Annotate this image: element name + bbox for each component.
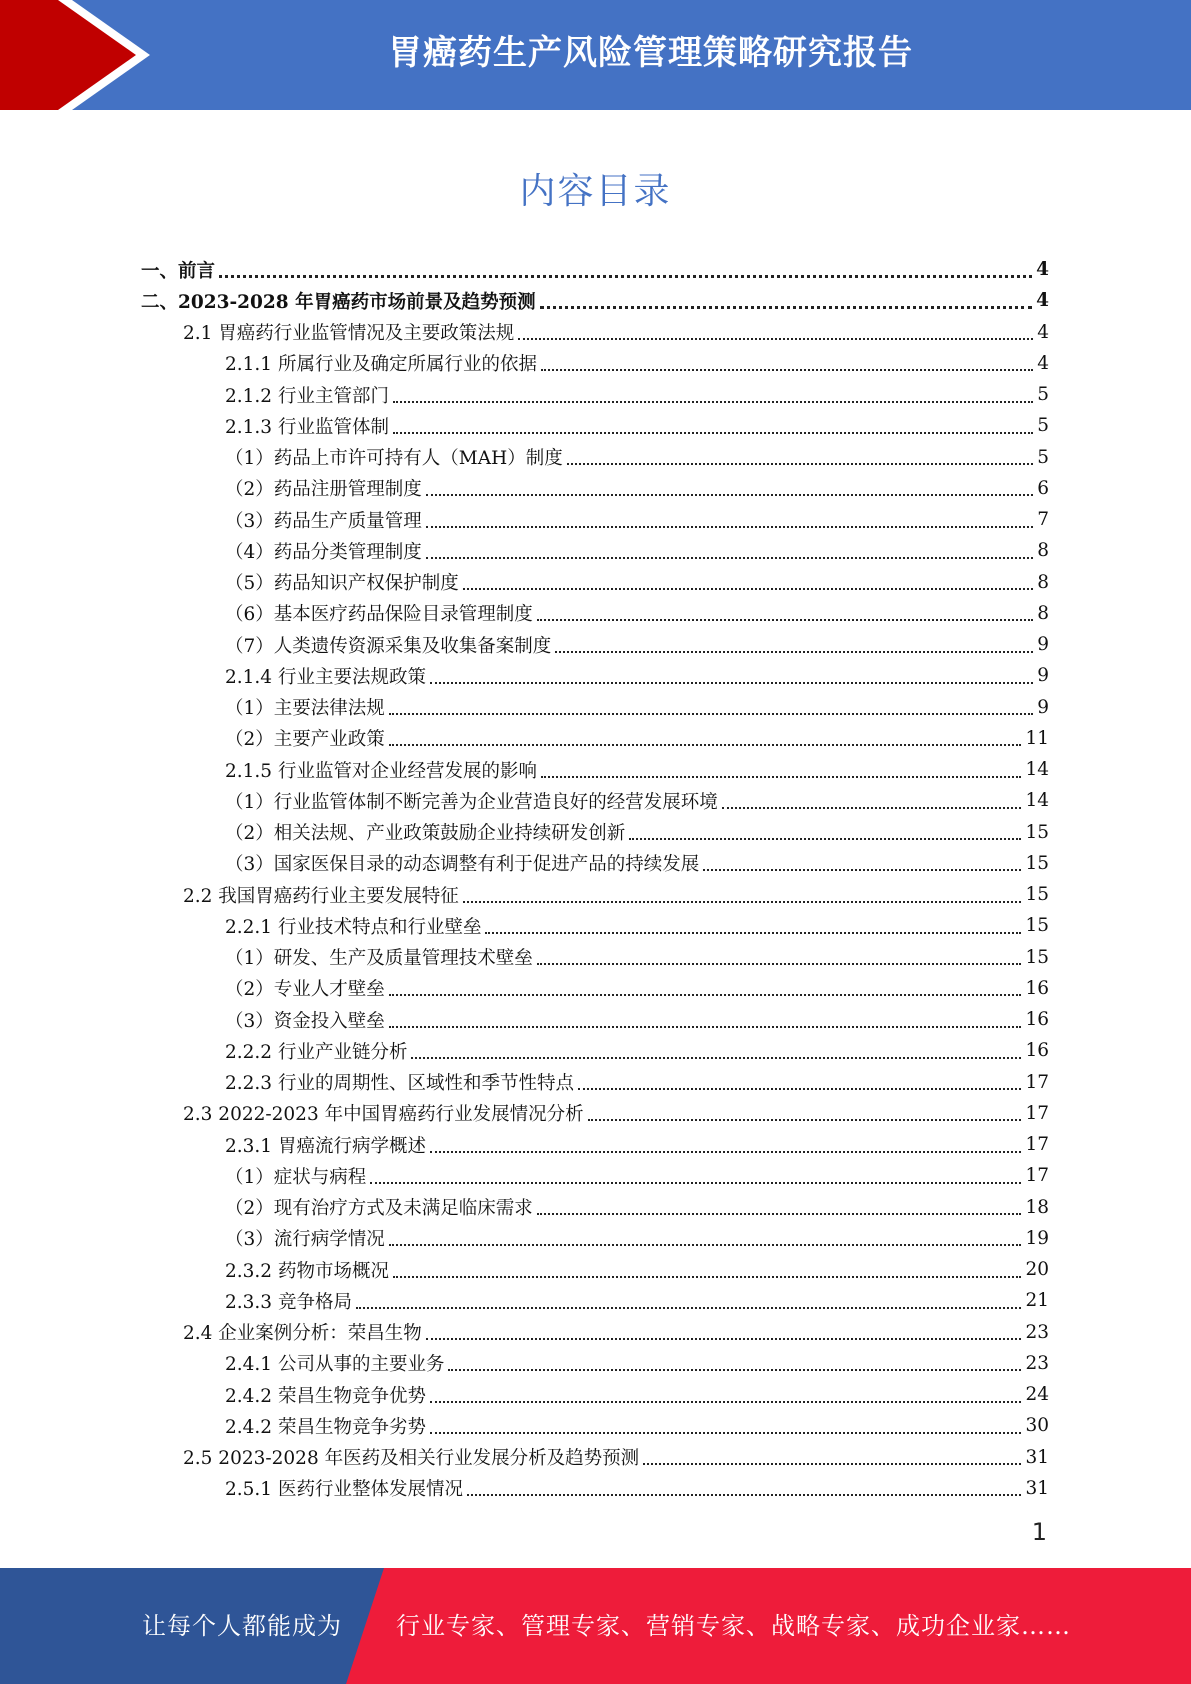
report-title: 胃癌药生产风险管理策略研究报告: [388, 33, 913, 73]
toc-entry-label: （1）行业监管体制不断完善为企业营造良好的经营发展环境: [225, 791, 718, 813]
toc-dot-leader: [393, 432, 1033, 434]
toc-entry[interactable]: [141, 754, 1049, 785]
toc-dot-leader: [426, 557, 1033, 559]
toc-entry[interactable]: [141, 1067, 1049, 1098]
toc-entry-label: （2）药品注册管理制度: [225, 479, 422, 501]
toc-dot-leader: [219, 275, 1032, 278]
toc-entry-label: （3）药品生产质量管理: [225, 510, 422, 532]
toc-entry-label: 2.2.2 行业产业链分析: [225, 1041, 408, 1063]
toc-dot-leader: [722, 807, 1022, 809]
toc-entry-page: 16: [1025, 1009, 1049, 1031]
toc-entry-page: 21: [1025, 1290, 1049, 1312]
toc-entry-page: 9: [1037, 665, 1049, 687]
toc-entry-label: （1）主要法律法规: [225, 698, 385, 720]
toc-dot-leader: [356, 1307, 1022, 1309]
toc-entry-label: 二、2023-2028 年胃癌药市场前景及趋势预测: [141, 291, 536, 313]
toc-entry-label: （2）专业人才壁垒: [225, 979, 385, 1001]
toc-entry-page: 8: [1037, 540, 1049, 562]
toc-entry-page: 16: [1025, 977, 1049, 999]
toc-entry-label: 2.3.3 竞争格局: [225, 1291, 352, 1313]
toc-heading: 内容目录: [519, 171, 672, 212]
toc-entry-label: （1）研发、生产及质量管理技术壁垒: [225, 948, 533, 970]
toc-entry[interactable]: [141, 1192, 1049, 1223]
toc-dot-leader: [389, 994, 1022, 996]
toc-entry[interactable]: [141, 692, 1049, 723]
toc-entry-page: 5: [1037, 415, 1049, 437]
toc-entry-page: 30: [1025, 1415, 1049, 1437]
toc-dot-leader: [426, 1338, 1022, 1340]
toc-entry-label: （5）药品知识产权保护制度: [225, 573, 459, 595]
toc-entry[interactable]: [141, 1129, 1049, 1160]
toc-entry[interactable]: [141, 598, 1049, 629]
toc-entry-page: 4: [1036, 259, 1049, 281]
toc-entry-label: 2.4.1 公司从事的主要业务: [225, 1354, 445, 1376]
toc-entry[interactable]: [141, 660, 1049, 691]
toc-entry-label: （7）人类遗传资源采集及收集备案制度: [225, 635, 552, 657]
toc-entry-page: 17: [1025, 1165, 1049, 1187]
toc-dot-leader: [541, 776, 1021, 778]
toc-entry[interactable]: [141, 1410, 1049, 1441]
toc-dot-leader: [393, 1276, 1021, 1278]
toc-dot-leader: [370, 1182, 1021, 1184]
toc-entry-page: 17: [1025, 1102, 1049, 1124]
toc-entry-page: 9: [1037, 696, 1049, 718]
toc-entry[interactable]: [141, 817, 1049, 848]
toc-entry[interactable]: [141, 535, 1049, 566]
toc-entry-label: 2.5 2023-2028 年医药及相关行业发展分析及趋势预测: [183, 1448, 640, 1470]
footer-slogan-left: 让每个人都能成为: [142, 1612, 342, 1640]
toc-dot-leader: [541, 369, 1033, 371]
toc-entry[interactable]: [141, 473, 1049, 504]
toc-entry[interactable]: [141, 1473, 1049, 1504]
toc-entry[interactable]: [141, 410, 1049, 441]
toc-entry-page: 20: [1025, 1259, 1049, 1281]
toc-entry[interactable]: [141, 848, 1049, 879]
toc-dot-leader: [629, 838, 1021, 840]
toc-entry[interactable]: [141, 1004, 1049, 1035]
toc-entry-page: 8: [1037, 602, 1049, 624]
toc-dot-leader: [430, 1432, 1021, 1434]
toc-dot-leader: [426, 494, 1033, 496]
table-of-contents: [141, 254, 1049, 1504]
toc-entry-page: 15: [1025, 946, 1049, 968]
footer-slogan-right: 行业专家、管理专家、营销专家、战略专家、成功企业家……: [396, 1612, 1071, 1640]
header-chevron-icon: [0, 0, 160, 110]
toc-entry-page: 15: [1025, 821, 1049, 843]
toc-entry-label: 2.3 2022-2023 年中国胃癌药行业发展情况分析: [183, 1104, 584, 1126]
toc-dot-leader: [485, 932, 1021, 934]
toc-entry-label: 2.2.3 行业的周期性、区域性和季节性特点: [225, 1073, 574, 1095]
toc-entry-label: （2）相关法规、产业政策鼓励企业持续研发创新: [225, 823, 626, 845]
toc-entry-page: 5: [1037, 384, 1049, 406]
toc-entry-label: （1）药品上市许可持有人（MAH）制度: [225, 448, 563, 470]
toc-entry[interactable]: [141, 785, 1049, 816]
toc-dot-leader: [555, 651, 1033, 653]
toc-entry-page: 18: [1025, 1196, 1049, 1218]
toc-entry[interactable]: [141, 942, 1049, 973]
toc-entry-page: 6: [1037, 477, 1049, 499]
toc-entry-page: 14: [1025, 790, 1049, 812]
toc-entry-page: 8: [1037, 571, 1049, 593]
toc-entry-page: 15: [1025, 915, 1049, 937]
toc-entry-page: 31: [1025, 1446, 1049, 1468]
toc-entry-label: 2.3.1 胃癌流行病学概述: [225, 1135, 426, 1157]
toc-dot-leader: [703, 869, 1021, 871]
toc-dot-leader: [430, 682, 1033, 684]
toc-entry[interactable]: [141, 504, 1049, 535]
toc-dot-leader: [463, 588, 1033, 590]
toc-entry[interactable]: [141, 1379, 1049, 1410]
toc-entry-label: （3）流行病学情况: [225, 1229, 385, 1251]
toc-entry-label: 2.3.2 药物市场概况: [225, 1260, 389, 1282]
toc-entry[interactable]: [141, 723, 1049, 754]
toc-entry[interactable]: [141, 254, 1049, 285]
toc-entry-page: 4: [1036, 290, 1049, 312]
toc-entry-label: 2.4 企业案例分析：荣昌生物: [183, 1323, 422, 1345]
toc-dot-leader: [393, 401, 1033, 403]
toc-entry-label: 2.2 我国胃癌药行业主要发展特征: [183, 885, 459, 907]
toc-dot-leader: [426, 526, 1033, 528]
toc-entry-page: 4: [1037, 321, 1049, 343]
toc-entry-label: （6）基本医疗药品保险目录管理制度: [225, 604, 533, 626]
toc-entry-label: 2.1.2 行业主管部门: [225, 385, 389, 407]
toc-entry-label: 2.1.1 所属行业及确定所属行业的依据: [225, 354, 537, 376]
toc-dot-leader: [430, 1401, 1021, 1403]
toc-entry-page: 11: [1025, 727, 1049, 749]
toc-dot-leader: [467, 1494, 1021, 1496]
toc-dot-leader: [448, 1369, 1021, 1371]
toc-entry-label: （2）现有治疗方式及未满足临床需求: [225, 1198, 533, 1220]
toc-entry-label: （2）主要产业政策: [225, 729, 385, 751]
toc-entry-page: 7: [1037, 509, 1049, 531]
toc-entry-label: 2.5.1 医药行业整体发展情况: [225, 1479, 463, 1501]
toc-entry[interactable]: [141, 1317, 1049, 1348]
page-number: 1: [1031, 1518, 1047, 1546]
toc-entry[interactable]: [141, 879, 1049, 910]
toc-dot-leader: [389, 1026, 1022, 1028]
toc-entry-label: （1）症状与病程: [225, 1166, 367, 1188]
toc-dot-leader: [389, 1244, 1022, 1246]
toc-dot-leader: [643, 1463, 1021, 1465]
toc-entry-page: 24: [1025, 1384, 1049, 1406]
toc-entry[interactable]: [141, 1442, 1049, 1473]
toc-entry[interactable]: [141, 442, 1049, 473]
toc-entry[interactable]: [141, 1285, 1049, 1316]
toc-entry-page: 15: [1025, 852, 1049, 874]
toc-dot-leader: [537, 619, 1033, 621]
toc-dot-leader: [463, 901, 1022, 903]
toc-entry-page: 16: [1025, 1040, 1049, 1062]
toc-entry-label: 2.1.3 行业监管体制: [225, 416, 389, 438]
toc-entry-page: 19: [1025, 1227, 1049, 1249]
toc-entry[interactable]: [141, 629, 1049, 660]
toc-entry[interactable]: [141, 317, 1049, 348]
toc-dot-leader: [567, 463, 1034, 465]
toc-dot-leader: [389, 713, 1033, 715]
toc-entry[interactable]: [141, 348, 1049, 379]
footer-banner: [0, 1568, 1191, 1684]
toc-entry-label: 一、前言: [141, 260, 216, 282]
toc-entry-label: （4）药品分类管理制度: [225, 541, 422, 563]
toc-entry-page: 15: [1025, 884, 1049, 906]
toc-entry-label: 2.4.2 荣昌生物竞争优势: [225, 1385, 426, 1407]
toc-entry[interactable]: [141, 973, 1049, 1004]
toc-entry-label: 2.2.1 行业技术特点和行业壁垒: [225, 916, 482, 938]
toc-entry-page: 31: [1025, 1477, 1049, 1499]
toc-entry[interactable]: [141, 567, 1049, 598]
toc-entry-label: 2.1.4 行业主要法规政策: [225, 666, 426, 688]
toc-dot-leader: [537, 1213, 1022, 1215]
toc-entry-page: 5: [1037, 446, 1049, 468]
toc-dot-leader: [540, 306, 1033, 309]
toc-dot-leader: [518, 338, 1033, 340]
toc-entry-page: 9: [1037, 634, 1049, 656]
toc-entry-page: 17: [1025, 1134, 1049, 1156]
toc-entry[interactable]: [141, 1160, 1049, 1191]
toc-entry-label: （3）资金投入壁垒: [225, 1010, 385, 1032]
toc-entry[interactable]: [141, 1035, 1049, 1066]
toc-dot-leader: [537, 963, 1022, 965]
toc-dot-leader: [430, 1151, 1021, 1153]
toc-entry-page: 23: [1025, 1321, 1049, 1343]
toc-entry-page: 23: [1025, 1352, 1049, 1374]
toc-entry[interactable]: [141, 910, 1049, 941]
toc-entry-label: 2.4.2 荣昌生物竞争劣势: [225, 1416, 426, 1438]
toc-entry-page: 17: [1025, 1071, 1049, 1093]
toc-entry[interactable]: [141, 1098, 1049, 1129]
toc-dot-leader: [578, 1088, 1021, 1090]
toc-entry-label: 2.1 胃癌药行业监管情况及主要政策法规: [183, 323, 515, 345]
header-banner: [0, 0, 1191, 110]
toc-entry[interactable]: [141, 1223, 1049, 1254]
toc-entry[interactable]: [141, 285, 1049, 316]
toc-entry[interactable]: [141, 1254, 1049, 1285]
toc-entry-page: 14: [1025, 759, 1049, 781]
toc-entry-label: （3）国家医保目录的动态调整有利于促进产品的持续发展: [225, 854, 700, 876]
toc-entry[interactable]: [141, 379, 1049, 410]
toc-dot-leader: [411, 1057, 1021, 1059]
toc-entry-page: 4: [1037, 352, 1049, 374]
toc-entry[interactable]: [141, 1348, 1049, 1379]
toc-dot-leader: [389, 744, 1022, 746]
toc-entry-label: 2.1.5 行业监管对企业经营发展的影响: [225, 760, 537, 782]
toc-dot-leader: [588, 1119, 1022, 1121]
